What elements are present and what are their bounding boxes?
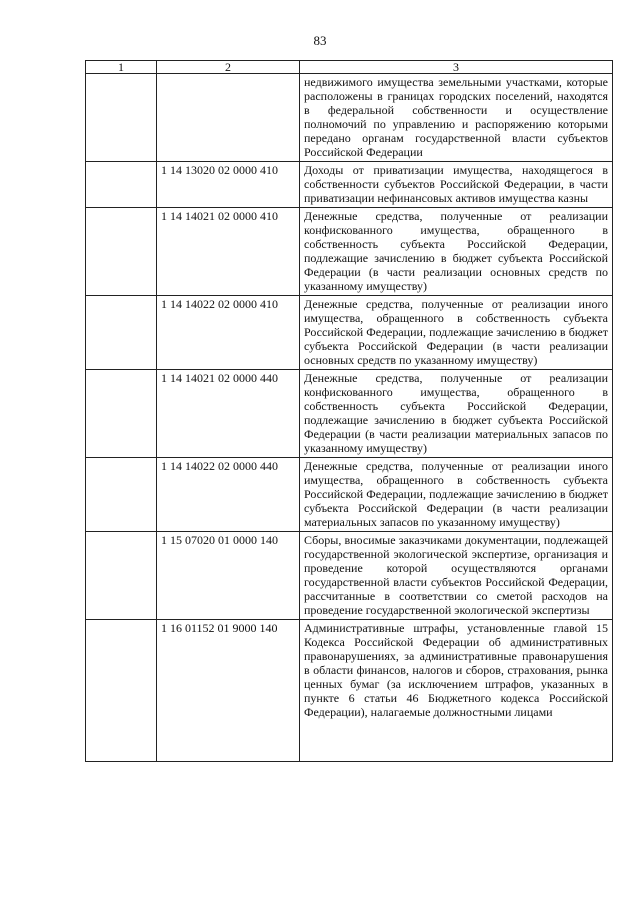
table-row: [86, 296, 613, 370]
row-number-cell: [86, 208, 157, 296]
description-text: Административные штрафы, установленные главой 15 Кодекса Российской Федерации об административных правонарушениях, за административные правонарушения в области финансов, налогов и сборов, страхования, рынка ценных бумаг (за исключением штрафов, указанных в пункте 6 статьи 46 Бюджетного кодекса Российской Федерации), налагаемые должностными лицами: [304, 621, 608, 719]
table-row: [86, 620, 613, 762]
description-cell: [300, 620, 613, 762]
description-cell: Денежные средства, полученные от реализации конфискованного имущества, обращенного в собственность субъекта Российской Федерации, подлежащие зачислению в бюджет субъекта Российской Федерации (в части реализации основных средств по указанному имуществу): [300, 208, 613, 296]
description-cell: Денежные средства, полученные от реализации конфискованного имущества, обращенного в собственность субъекта Российской Федерации, подлежащие зачислению в бюджет субъекта Российской Федерации (в части реализации материальных запасов по указанному имуществу): [300, 370, 613, 458]
budget-code-cell: 1 16 01152 01 9000 140: [157, 620, 300, 762]
row-number-cell: [86, 162, 157, 208]
row-number-cell: [86, 370, 157, 458]
row-number-cell: [86, 532, 157, 620]
row-number-cell: [86, 74, 157, 162]
budget-code-cell: 1 15 07020 01 0000 140: [157, 532, 300, 620]
page-number: 83: [313, 33, 327, 48]
row-number-cell: [86, 620, 157, 762]
table-header-row: [86, 61, 613, 74]
column-header-3: 3: [300, 61, 613, 74]
description-cell: недвижимого имущества земельными участками, которые расположены в границах городских поселений, находятся в федеральной собственности и осуществление полномочий по управлению и распоряжению которыми передано органам государственной власти субъектов Российской Федерации: [300, 74, 613, 162]
description-cell: Доходы от приватизации имущества, находящегося в собственности субъектов Российской Федерации, в части приватизации нефинансовых активов имущества казны: [300, 162, 613, 208]
budget-code-cell: 1 14 14021 02 0000 440: [157, 370, 300, 458]
budget-code-cell: 1 14 14021 02 0000 410: [157, 208, 300, 296]
budget-code-cell: 1 14 14022 02 0000 440: [157, 458, 300, 532]
table-row: [86, 532, 613, 620]
row-number-cell: [86, 296, 157, 370]
revenue-codes-table: [85, 60, 613, 762]
column-header-2: 2: [157, 61, 300, 74]
row-number-cell: [86, 458, 157, 532]
budget-code-cell: 1 14 14022 02 0000 410: [157, 296, 300, 370]
description-cell: Денежные средства, полученные от реализации иного имущества, обращенного в собственность субъекта Российской Федерации, подлежащие зачислению в бюджет субъекта Российской Федерации (в части реализации материальных запасов по указанному имуществу): [300, 458, 613, 532]
budget-code-cell: [157, 74, 300, 162]
table-row: [86, 74, 613, 162]
table-row: [86, 208, 613, 296]
column-header-1: 1: [86, 61, 157, 74]
description-cell: Денежные средства, полученные от реализации иного имущества, обращенного в собственность субъекта Российской Федерации, подлежащие зачислению в бюджет субъекта Российской Федерации (в части реализации основных средств по указанному имуществу): [300, 296, 613, 370]
table-row: [86, 370, 613, 458]
description-cell: Сборы, вносимые заказчиками документации, подлежащей государственной экологической экспертизе, организация и проведение которой осуществляются органами государственной власти субъектов Российской Федерации, рассчитанные в соответствии со сметой расходов на проведение государственной экологической экспертизы: [300, 532, 613, 620]
budget-code-cell: 1 14 13020 02 0000 410: [157, 162, 300, 208]
table-row: [86, 458, 613, 532]
table-row: [86, 162, 613, 208]
